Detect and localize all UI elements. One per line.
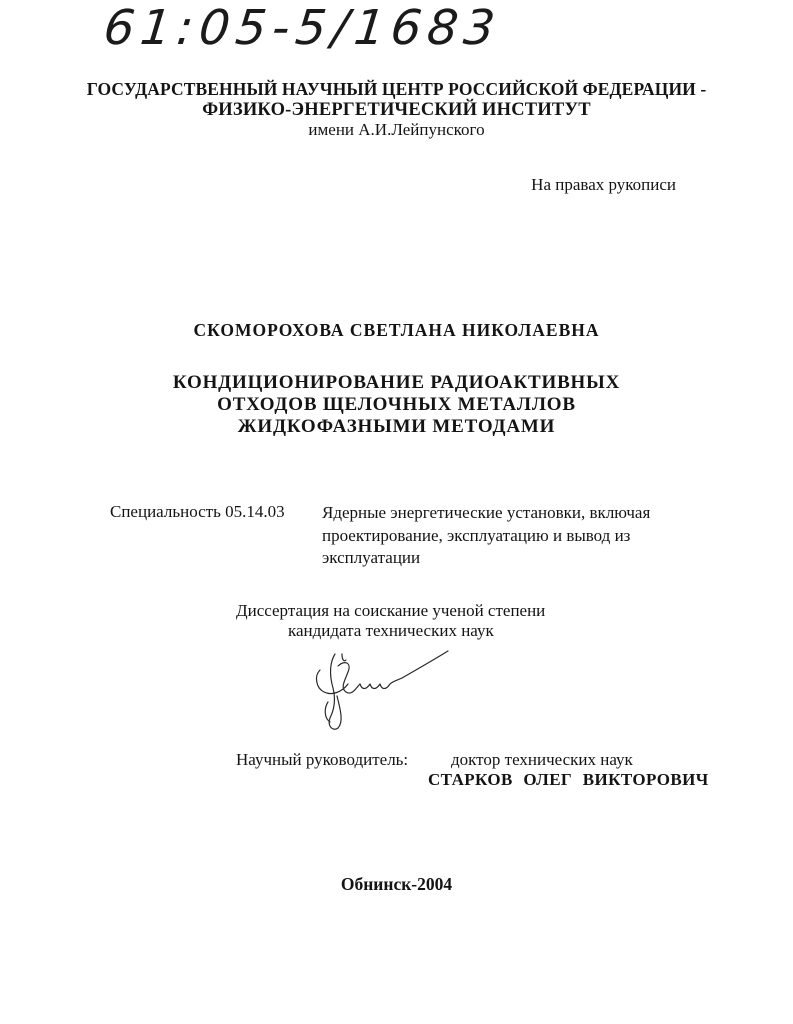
archive-code-handwritten: 61:05-5/1683 (101, 0, 504, 56)
supervisor-degree: доктор технических наук (451, 750, 633, 769)
supervisor-label: Научный руководитель: (236, 750, 409, 769)
organization-line-1: ГОСУДАРСТВЕННЫЙ НАУЧНЫЙ ЦЕНТР РОССИЙСКОЙ ФЕДЕРАЦИИ - (86, 79, 707, 99)
specialty-line-3: эксплуатации (322, 548, 421, 567)
degree-line-2: кандидата технических наук (288, 621, 494, 640)
degree-statement (236, 601, 545, 641)
title-line-2: ОТХОДОВ ЩЕЛОЧНЫХ МЕТАЛЛОВ (217, 394, 576, 415)
degree-line-1: Диссертация на соискание ученой степени (236, 601, 546, 620)
organization-line-3: имени А.И.Лейпунского (308, 120, 485, 139)
specialty-label: Специальность 05.14.03 (110, 502, 285, 521)
title-line-1: КОНДИЦИОНИРОВАНИЕ РАДИОАКТИВНЫХ (172, 372, 621, 393)
city-year: Обнинск-2004 (340, 874, 453, 894)
author-signature (300, 648, 450, 734)
organization-line-2: ФИЗИКО-ЭНЕРГЕТИЧЕСКИЙ ИНСТИТУТ (202, 100, 591, 120)
author-name: СКОМОРОХОВА СВЕТЛАНА НИКОЛАЕВНА (193, 320, 600, 340)
specialty-line-2: проектирование, эксплуатацию и вывод из (322, 525, 631, 545)
dissertation-title (0, 372, 793, 438)
specialty-description (322, 502, 682, 570)
manuscript-rights-note: На правах рукописи (531, 175, 676, 194)
specialty-line-1: Ядерные энергетические установки, включая (322, 503, 651, 522)
supervisor-name: СТАРКОВ ОЛЕГ ВИКТОРОВИЧ (428, 770, 709, 789)
title-line-3: ЖИДКОФАЗНЫМИ МЕТОДАМИ (237, 416, 556, 437)
